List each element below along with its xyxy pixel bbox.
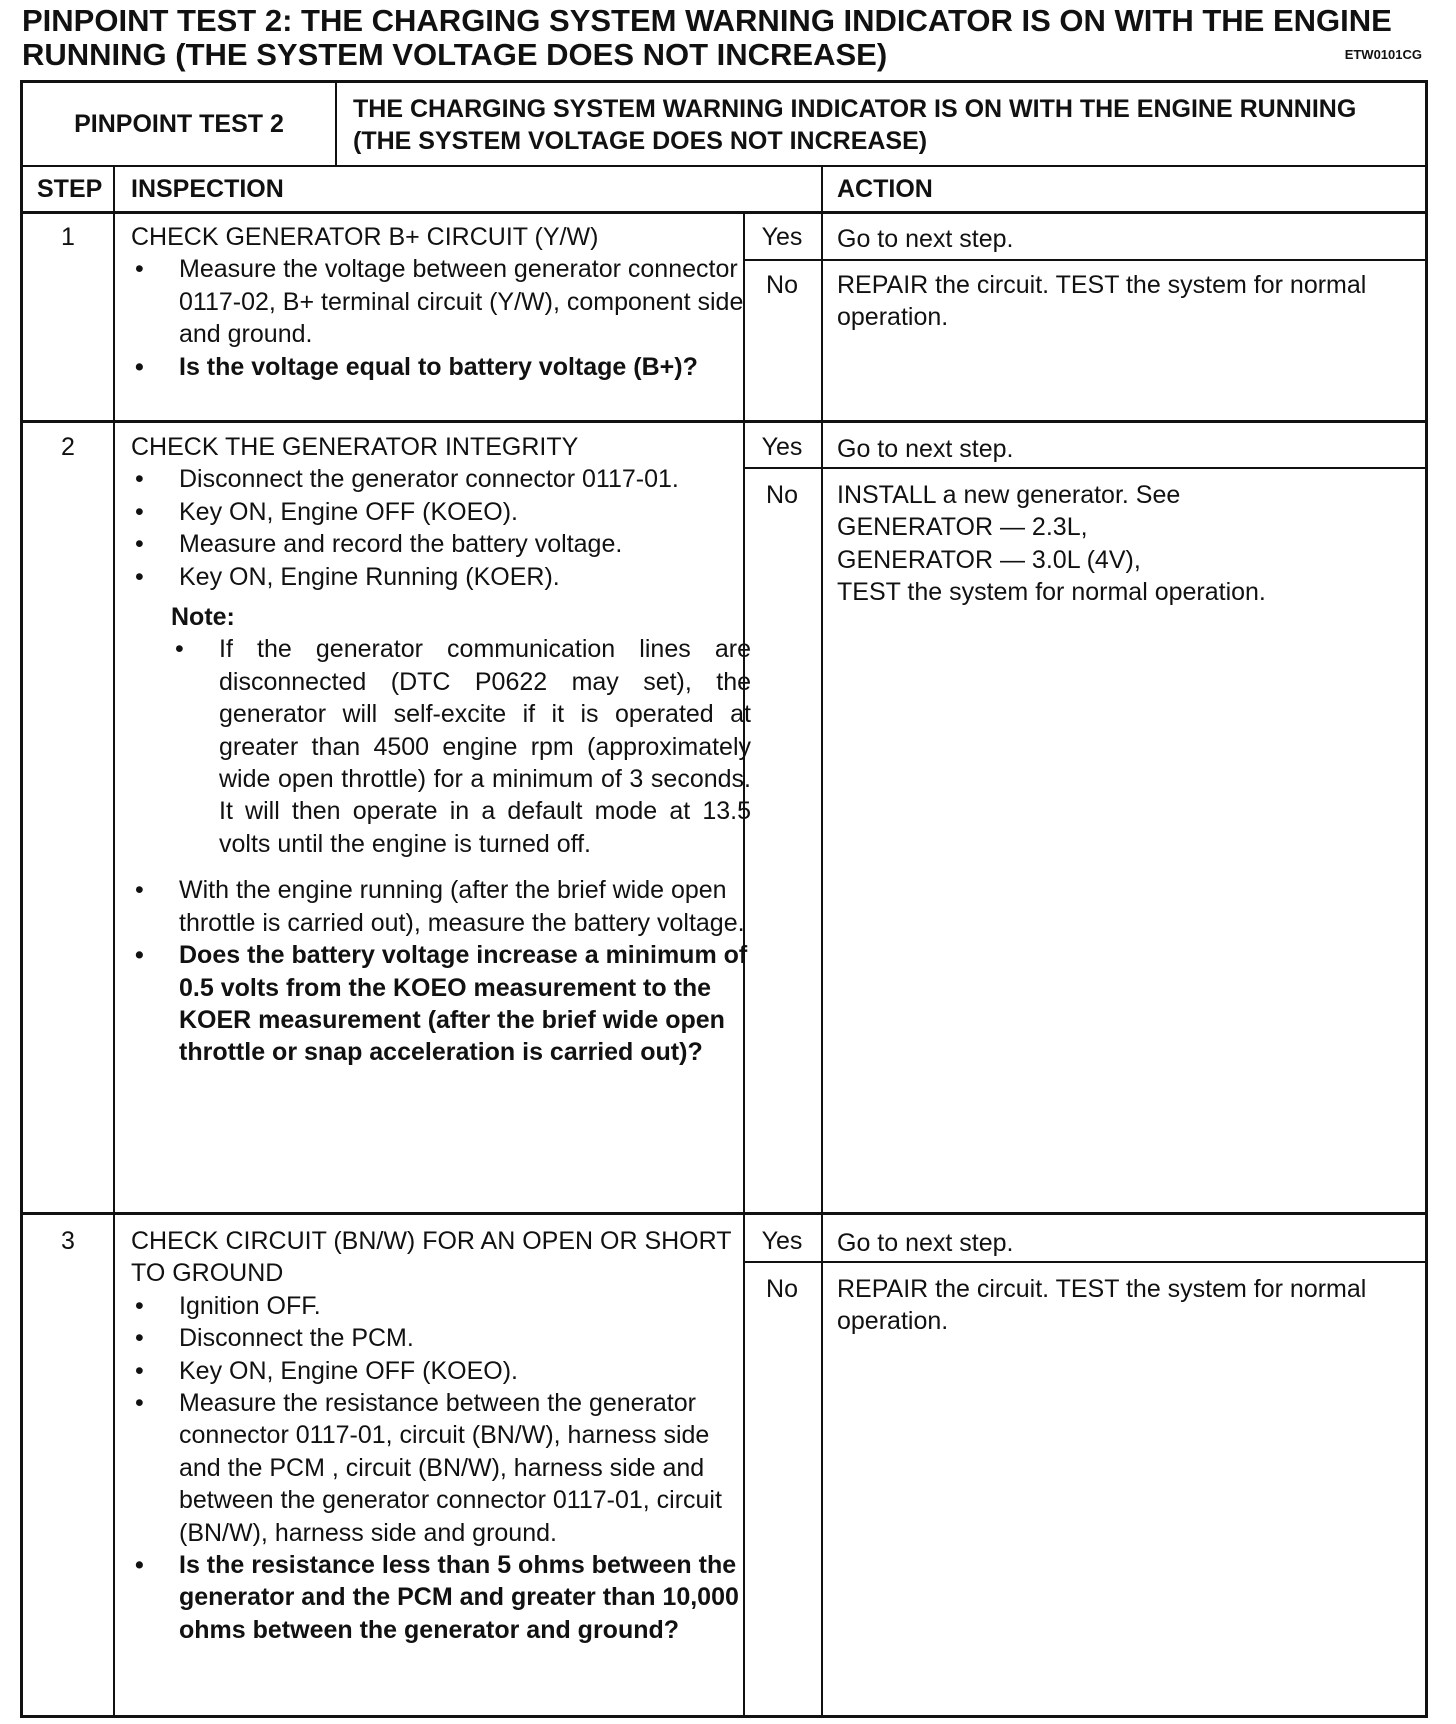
- no-action-line: TEST the system for normal operation.: [837, 578, 1266, 607]
- header-description: THE CHARGING SYSTEM WARNING INDICATOR IS ON WITH THE ENGINE RUNNING (THE SYSTEM VOLTAGE DOES NOT INCREASE): [353, 95, 1357, 155]
- inspection-question: • Is the voltage equal to battery voltage (B+)?: [131, 351, 751, 383]
- page-title: PINPOINT TEST 2: THE CHARGING SYSTEM WARNING INDICATOR IS ON WITH THE ENGINE RUNNING (THE SYSTEM VOLTAGE DOES NOT INCREASE): [22, 3, 1392, 72]
- column-header-inspection: INSPECTION: [131, 175, 284, 203]
- no-action-line: GENERATOR — 3.0L (4V),: [837, 545, 1141, 574]
- inspection-bullet: • Disconnect the generator connector 0117-01.: [131, 463, 751, 495]
- inspection-bullet: • Key ON, Engine Running (KOER).: [131, 561, 751, 593]
- step-inspection: [131, 431, 751, 1069]
- note-label: Note:: [171, 603, 235, 632]
- note-text: • If the generator communication lines are disconnected (DTC P0622 may set), the generator will self-excite if it is operated at greater than 4500 engine rpm (approximately wide open throttle) for a minimum of 3 seconds. It will then operate in a default mode at 13.5 volts until the engine is turned off.: [171, 633, 751, 860]
- yes-action: Go to next step.: [837, 225, 1014, 253]
- yes-label: Yes: [761, 433, 803, 461]
- note-box: [171, 601, 751, 860]
- inspection-bullet: • Key ON, Engine OFF (KOEO).: [131, 1355, 751, 1387]
- no-action-line: INSTALL a new generator. See: [837, 481, 1181, 509]
- column-header-action: ACTION: [837, 175, 933, 203]
- inspection-bullet: • Measure and record the battery voltage.: [131, 528, 751, 560]
- column-header-step: STEP: [37, 175, 103, 203]
- inspection-question: • Is the resistance less than 5 ohms between the generator and the PCM and greater than 10,000 ohms between the generator and ground?: [131, 1549, 751, 1646]
- step-inspection: [131, 1225, 751, 1646]
- inspection-bullet: • Disconnect the PCM.: [131, 1322, 751, 1354]
- document-code: ETW0101CG: [1344, 47, 1422, 62]
- step-title: CHECK GENERATOR B+ CIRCUIT (Y/W): [131, 223, 599, 251]
- no-label: No: [766, 481, 798, 509]
- step-number: 3: [61, 1227, 75, 1255]
- yes-label: Yes: [761, 1227, 803, 1255]
- yes-label: Yes: [761, 223, 803, 251]
- no-action: REPAIR the circuit. TEST the system for normal operation.: [837, 271, 1367, 332]
- inspection-bullet: • With the engine running (after the brief wide open throttle is carried out), measure the battery voltage.: [131, 874, 751, 939]
- step-separator: [23, 420, 1425, 423]
- answer-separator: [743, 1261, 1425, 1263]
- no-action: [837, 479, 1407, 609]
- no-action-line: GENERATOR — 2.3L,: [837, 513, 1088, 542]
- step-separator: [23, 1212, 1425, 1215]
- step-number: 2: [61, 433, 75, 461]
- yes-action: Go to next step.: [837, 435, 1014, 463]
- pinpoint-table: [20, 80, 1428, 1718]
- step-number: 1: [61, 223, 75, 251]
- step-inspection: [131, 221, 751, 383]
- no-action: REPAIR the circuit. TEST the system for normal operation.: [837, 1275, 1367, 1336]
- yes-action: Go to next step.: [837, 1229, 1014, 1257]
- no-label: No: [766, 1275, 798, 1303]
- inspection-question: • Does the battery voltage increase a minimum of 0.5 volts from the KOEO measurement to the KOER measurement (after the brief wide open throttle or snap acceleration is carried out)?: [131, 939, 751, 1069]
- header-test-id: PINPOINT TEST 2: [23, 83, 337, 165]
- column-header-row: [23, 167, 1425, 214]
- answer-separator: [743, 467, 1425, 469]
- step-title: CHECK THE GENERATOR INTEGRITY: [131, 433, 579, 461]
- grid-line: [821, 167, 823, 1715]
- inspection-bullet: • Key ON, Engine OFF (KOEO).: [131, 496, 751, 528]
- inspection-bullet: • Ignition OFF.: [131, 1290, 751, 1322]
- no-label: No: [766, 271, 798, 299]
- table-header: [23, 83, 1425, 167]
- inspection-bullet: • Measure the voltage between generator connector 0117-02, B+ terminal circuit (Y/W), component side and ground.: [131, 253, 751, 350]
- grid-line: [113, 167, 115, 1715]
- answer-separator: [743, 259, 1425, 261]
- inspection-bullet: • Measure the resistance between the generator connector 0117-01, circuit (BN/W), harness side and the PCM , circuit (BN/W), harness side and between the generator connector 0117-01, circuit (BN/W), harness side and ground.: [131, 1387, 751, 1549]
- step-title: CHECK CIRCUIT (BN/W) FOR AN OPEN OR SHORT TO GROUND: [131, 1227, 732, 1288]
